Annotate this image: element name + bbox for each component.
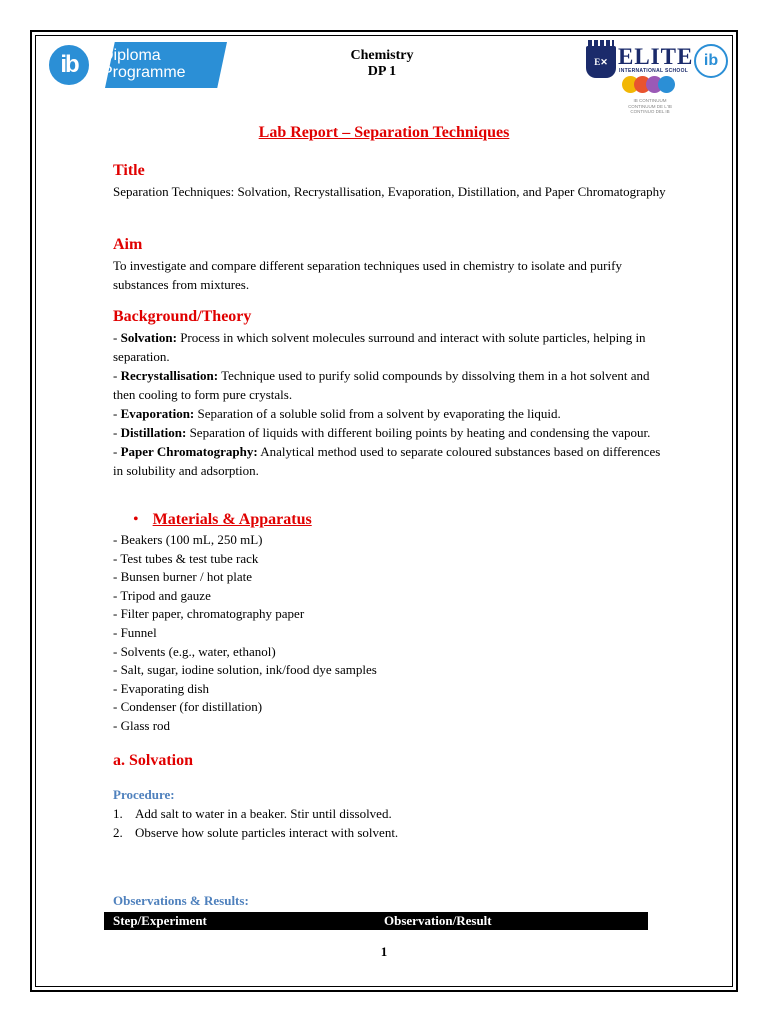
theory-term: Solvation: <box>120 330 177 345</box>
theory-item: - Evaporation: Separation of a soluble solid from a solvent by evaporating the liquid. <box>113 406 561 421</box>
header-level: DP 1 <box>367 64 397 79</box>
list-item: - Beakers (100 mL, 250 mL) <box>113 532 263 547</box>
elite-school-logo <box>584 40 732 120</box>
table-header-observation: Observation/Result <box>384 913 492 928</box>
theory-desc: Process in which solvent molecules surround and interact with solute particles, helping in separation. <box>113 330 646 364</box>
aim-heading: Aim <box>113 236 143 253</box>
elite-wordmark: ELITE <box>618 44 694 69</box>
theory-item: - Paper Chromatography: Analytical method used to separate coloured substances based on differences in solubility and adsorption. <box>113 444 661 478</box>
observations-heading: Observations & Results: <box>113 893 249 908</box>
observations-block <box>113 892 673 910</box>
aim-text: To investigate and compare different separation techniques used in chemistry to isolate and purify substances from mixtures. <box>113 258 622 292</box>
theory-item: - Distillation: Separation of liquids with different boiling points by heating and condensing the vapour. <box>113 425 651 440</box>
table-header-step: Step/Experiment <box>113 913 207 928</box>
step-text: Observe how solute particles interact with solvent. <box>135 825 399 840</box>
list-item: - Salt, sugar, iodine solution, ink/food dye samples <box>113 662 377 678</box>
ib-continuum-note: IB CONTINUUM CONTINUUM DE L'IB CONTINUO DEL IB <box>628 98 672 114</box>
solvation-heading: a. Solvation <box>113 752 194 769</box>
theory-desc: Technique used to purify solid compounds by dissolving them in a hot solvent and then cooling to form pure crystals. <box>113 368 650 402</box>
step-number: 1. <box>113 806 123 821</box>
ib-diploma-logo <box>45 40 227 92</box>
ib-logo-text <box>102 47 186 81</box>
procedure-heading: Procedure: <box>113 787 175 802</box>
procedure-list <box>113 804 673 842</box>
materials-section <box>113 511 673 736</box>
theory-term: Evaporation: <box>120 406 195 421</box>
elite-crest-icon: E✕ <box>586 46 616 78</box>
header-center <box>300 48 464 80</box>
materials-heading-row <box>113 511 673 529</box>
ib-logo-line2: Programme <box>102 64 186 81</box>
list-item: - Solvents (e.g., water, ethanol) <box>113 643 276 659</box>
theory-desc: Separation of a soluble solid from a solvent by evaporating the liquid. <box>197 406 561 421</box>
theory-desc: Separation of liquids with different boiling points by heating and condensing the vapour. <box>189 425 651 440</box>
title-heading: Title <box>113 162 145 179</box>
aim-section <box>113 236 673 294</box>
list-item: - Filter paper, chromatography paper <box>113 606 305 622</box>
materials-list <box>113 531 673 736</box>
theory-term: Paper Chromatography: <box>120 444 258 459</box>
results-table-header <box>104 912 648 930</box>
theory-term: Distillation: <box>120 425 187 440</box>
blue-dot-icon <box>658 76 675 93</box>
procedure-step <box>113 823 673 842</box>
ib-logo-circle: ib <box>47 43 91 87</box>
title-section <box>113 162 673 201</box>
page-number: 1 <box>380 944 388 959</box>
theory-section <box>113 308 673 480</box>
list-item: - Condenser (for distillation) <box>113 699 263 715</box>
ib-seal-icon: ib <box>694 44 728 78</box>
list-item: - Bunsen burner / hot plate <box>113 569 252 585</box>
theory-term: Recrystallisation: <box>120 368 219 383</box>
document-title: Lab Report – Separation Techniques <box>258 124 510 141</box>
solvation-section <box>113 752 673 772</box>
ib-logo-line1: Diploma <box>102 47 161 64</box>
list-item: - Funnel <box>113 624 157 640</box>
theory-item: - Recrystallisation: Technique used to purify solid compounds by dissolving them in a hot solvent and then cooling to form pure crystals. <box>113 368 650 402</box>
materials-heading: Materials & Apparatus <box>152 511 312 528</box>
header-subject: Chemistry <box>350 48 414 63</box>
list-item: - Tripod and gauze <box>113 587 211 603</box>
theory-heading: Background/Theory <box>113 308 252 325</box>
elite-subtitle: INTERNATIONAL SCHOOL <box>619 68 689 74</box>
bullet-icon: • <box>133 511 139 528</box>
list-item: - Test tubes & test tube rack <box>113 550 259 566</box>
procedure-block <box>113 786 673 842</box>
title-text: Separation Techniques: Solvation, Recrystallisation, Evaporation, Distillation, and Paper Chromatography <box>113 184 666 199</box>
procedure-step <box>113 804 673 823</box>
list-item: - Evaporating dish <box>113 680 210 696</box>
step-text: Add salt to water in a beaker. Stir until dissolved. <box>135 806 392 821</box>
theory-item: - Solvation: Process in which solvent molecules surround and interact with solute particles, helping in separation. <box>113 330 646 364</box>
step-number: 2. <box>113 825 123 840</box>
list-item: - Glass rod <box>113 717 171 733</box>
theory-desc: Analytical method used to separate coloured substances based on differences in solubility and adsorption. <box>113 444 661 478</box>
